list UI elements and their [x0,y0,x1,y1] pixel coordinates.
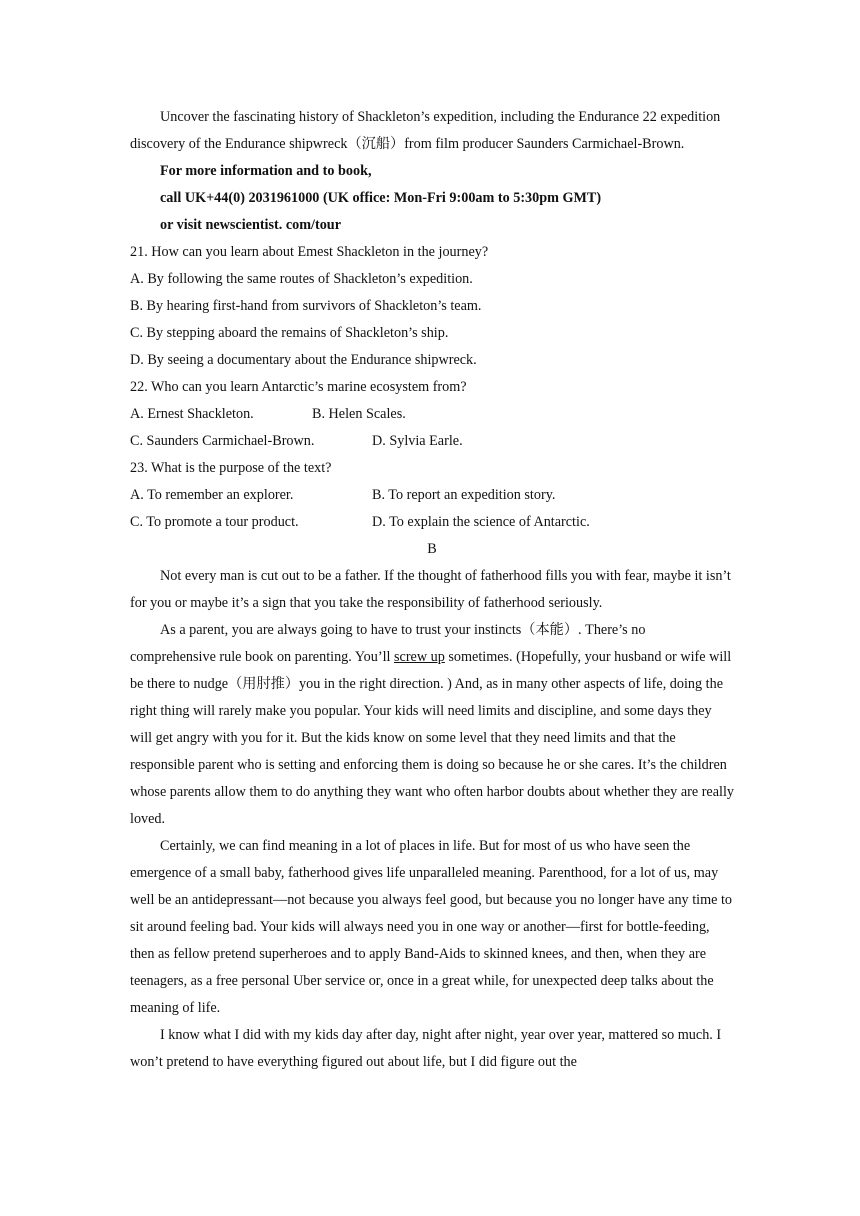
question-21-option-d: D. By seeing a documentary about the Endurance shipwreck. [130,352,477,368]
question-23-option-d: D. To explain the science of Antarctic. [372,514,590,530]
booking-line-1: For more information and to book, [160,163,372,179]
underlined-phrase-screw-up: screw up [394,649,445,665]
question-23-option-b: B. To report an expedition story. [372,487,556,503]
question-23-option-c: C. To promote a tour product. [130,514,299,530]
section-b-heading: B [427,541,437,557]
booking-line-3: or visit newscientist. com/tour [160,217,341,233]
question-21-option-b: B. By hearing first-hand from survivors of Shackleton’s team. [130,298,482,314]
document-page [130,104,734,1076]
question-22-option-c: C. Saunders Carmichael-Brown. [130,433,315,449]
section-b-paragraph-4: I know what I did with my kids day after day, night after night, year over year, mattered so much. I won’t pretend to have everything figured out about life, but I did figure out the [130,1027,722,1070]
question-23-option-a: A. To remember an explorer. [130,487,294,503]
question-22-option-b: B. Helen Scales. [312,406,406,422]
intro-paragraph: Uncover the fascinating history of Shackleton’s expedition, including the Endurance 22 expedition discovery of the Endurance shipwreck（沉船）from film producer Saunders Carmichael-Brown. [130,109,721,152]
question-23-options-row-1 [130,482,734,509]
question-22-stem: 22. Who can you learn Antarctic’s marine ecosystem from? [130,379,467,395]
question-22-options-row-1 [130,401,734,428]
section-b-paragraph-2 [130,617,734,833]
question-23-stem: 23. What is the purpose of the text? [130,460,332,476]
question-22-option-a: A. Ernest Shackleton. [130,406,254,422]
paragraph-2-text-start: As a parent, you are always going to have to trust your instincts（本能）. There’s no comprehensive rule book on parenting. You’ll [130,622,646,665]
section-b-paragraph-1: Not every man is cut out to be a father. If the thought of fatherhood fills you with fear, maybe it isn’t for you or maybe it’s a sign that you take the responsibility of fatherhood seriously. [130,568,731,611]
question-21-option-c: C. By stepping aboard the remains of Shackleton’s ship. [130,325,449,341]
question-21-option-a: A. By following the same routes of Shackleton’s expedition. [130,271,473,287]
question-22-option-d: D. Sylvia Earle. [372,433,463,449]
question-21-stem: 21. How can you learn about Emest Shackleton in the journey? [130,244,489,260]
question-23-options-row-2 [130,509,734,536]
question-22-options-row-2 [130,428,734,455]
section-b-paragraph-3: Certainly, we can find meaning in a lot of places in life. But for most of us who have seen the emergence of a small baby, fatherhood gives life unparalleled meaning. Parenthood, for a lot of us, may well be an antidepressant—not because you always feel good, but because you no longer have any time to sit around feeling bad. Your kids will always need you in one way or another—first for bottle-feeding, then as fellow pretend superheroes and to apply Band-Aids to skinned knees, and then, when they are teenagers, as a free personal Uber service or, once in a great while, for unexpected deep talks about the meaning of life. [130,838,732,1016]
paragraph-2-text-end: sometimes. (Hopefully, your husband or wife will be there to nudge（用肘推）you in the right direction. ) And, as in many other aspects of life, doing the right thing will rarely make you popular. Your kids will need limits and discipline, and some days they will get angry with you for it. But the kids know on some level that they need limits and that the responsible parent who is setting and enforcing them is doing so because he or she cares. It’s the children whose parents allow them to do anything they want who often harbor doubts about whether they are really loved. [130,649,734,827]
booking-line-2: call UK+44(0) 2031961000 (UK office: Mon-Fri 9:00am to 5:30pm GMT) [160,190,602,206]
